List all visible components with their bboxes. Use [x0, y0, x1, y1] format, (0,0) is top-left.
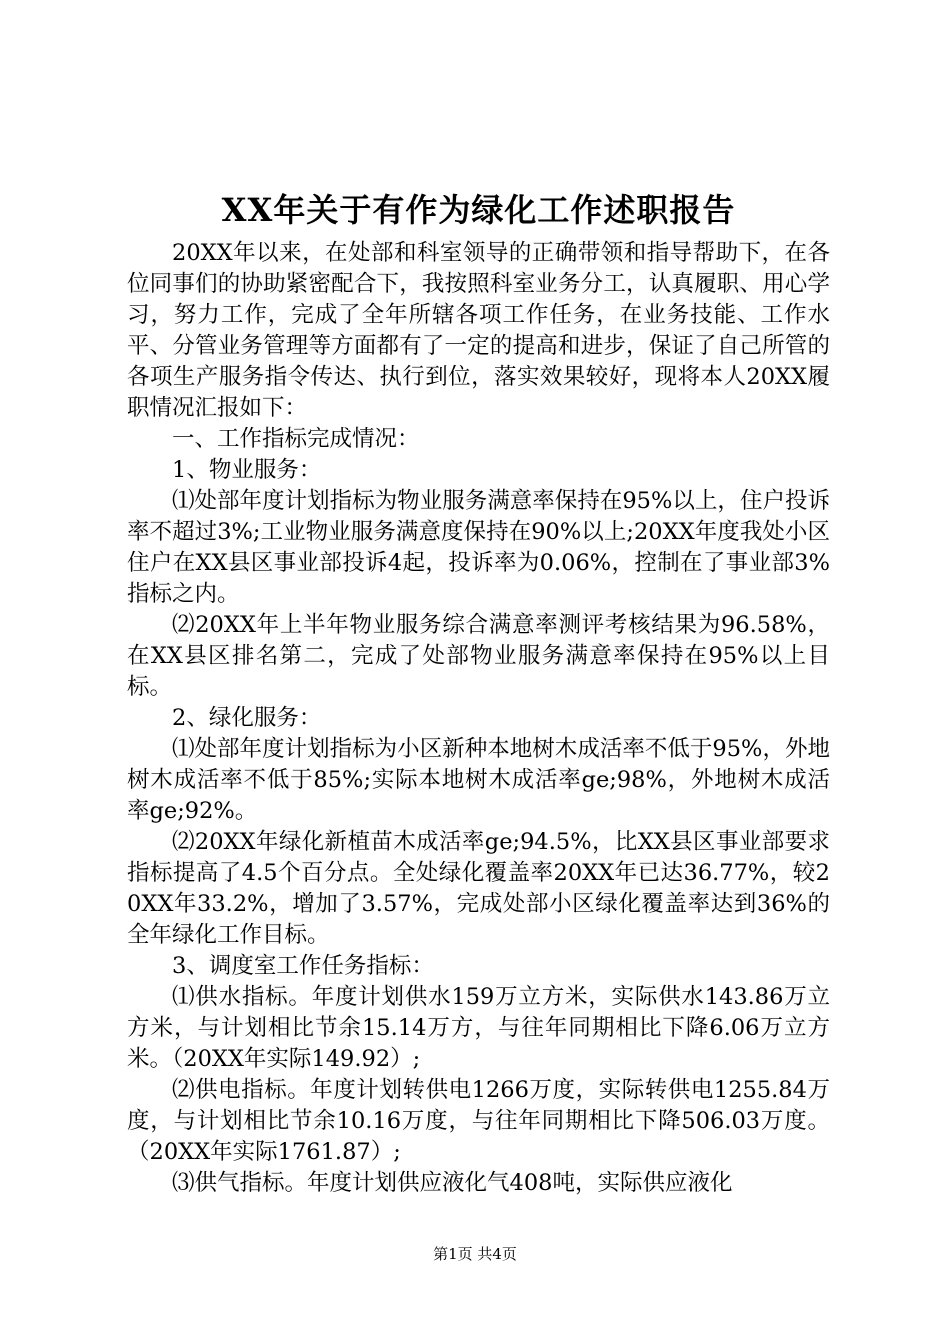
subsection-heading-greening-service: 2、绿化服务：: [172, 705, 322, 731]
paragraph-gas-supply: ⑶供气指标。年度计划供应液化气408吨，实际供应液化: [172, 1170, 733, 1196]
paragraph-water-supply: ⑴供水指标。年度计划供水159万立方米，实际供水143.86万立方米，与计划相比节余15.14万方，与往年同期相比下降6.06万立方米。（20XX年实际149.92）;: [127, 984, 830, 1072]
subsection-heading-property-service: 1、物业服务：: [172, 457, 322, 483]
document-title: XX年关于有作为绿化工作述职报告: [221, 191, 736, 229]
paragraph-intro: 20XX年以来，在处部和科室领导的正确带领和指导帮助下，在各位同事们的协助紧密配合下，我按照科室业务分工，认真履职、用心学习，努力工作，完成了全年所辖各项工作任务，在业务技能、工作水平、分管业务管理等方面都有了一定的提高和进步，保证了自己所管的各项生产服务指令传达、执行到位，落实效果较好，现将本人20XX履职情况汇报如下：: [127, 240, 830, 421]
paragraph-greening-1: ⑴处部年度计划指标为小区新种本地树木成活率不低于95%，外地树木成活率不低于85%;实际本地树木成活率ge;98%，外地树木成活率ge;92%。: [127, 736, 830, 824]
subsection-heading-dispatch-room: 3、调度室工作任务指标：: [172, 953, 434, 979]
page-footer: 第1页 共4页: [433, 1245, 517, 1263]
paragraph-power-supply: ⑵供电指标。年度计划转供电1266万度，实际转供电1255.84万度，与计划相比节余10.16万度，与往年同期相比下降506.03万度。（20XX年实际1761.87）;: [127, 1077, 830, 1165]
section-heading-work-indicators: 一、工作指标完成情况：: [172, 426, 420, 452]
paragraph-property-1: ⑴处部年度计划指标为物业服务满意率保持在95%以上，住户投诉率不超过3%;工业物业服务满意度保持在90%以上;20XX年度我处小区住户在XX县区事业部投诉4起，投诉率为0.06%，控制在了事业部3%指标之内。: [127, 488, 830, 607]
paragraph-property-2: ⑵20XX年上半年物业服务综合满意率测评考核结果为96.58%，在XX县区排名第二，完成了处部物业服务满意率保持在95%以上目标。: [127, 612, 830, 700]
document-page: [127, 188, 830, 1199]
document-body: [127, 238, 830, 1199]
paragraph-greening-2: ⑵20XX年绿化新植苗木成活率ge;94.5%，比XX县区事业部要求指标提高了4.5个百分点。全处绿化覆盖率20XX年已达36.77%，较20XX年33.2%，增加了3.57%，完成处部小区绿化覆盖率达到36%的全年绿化工作目标。: [127, 829, 830, 948]
